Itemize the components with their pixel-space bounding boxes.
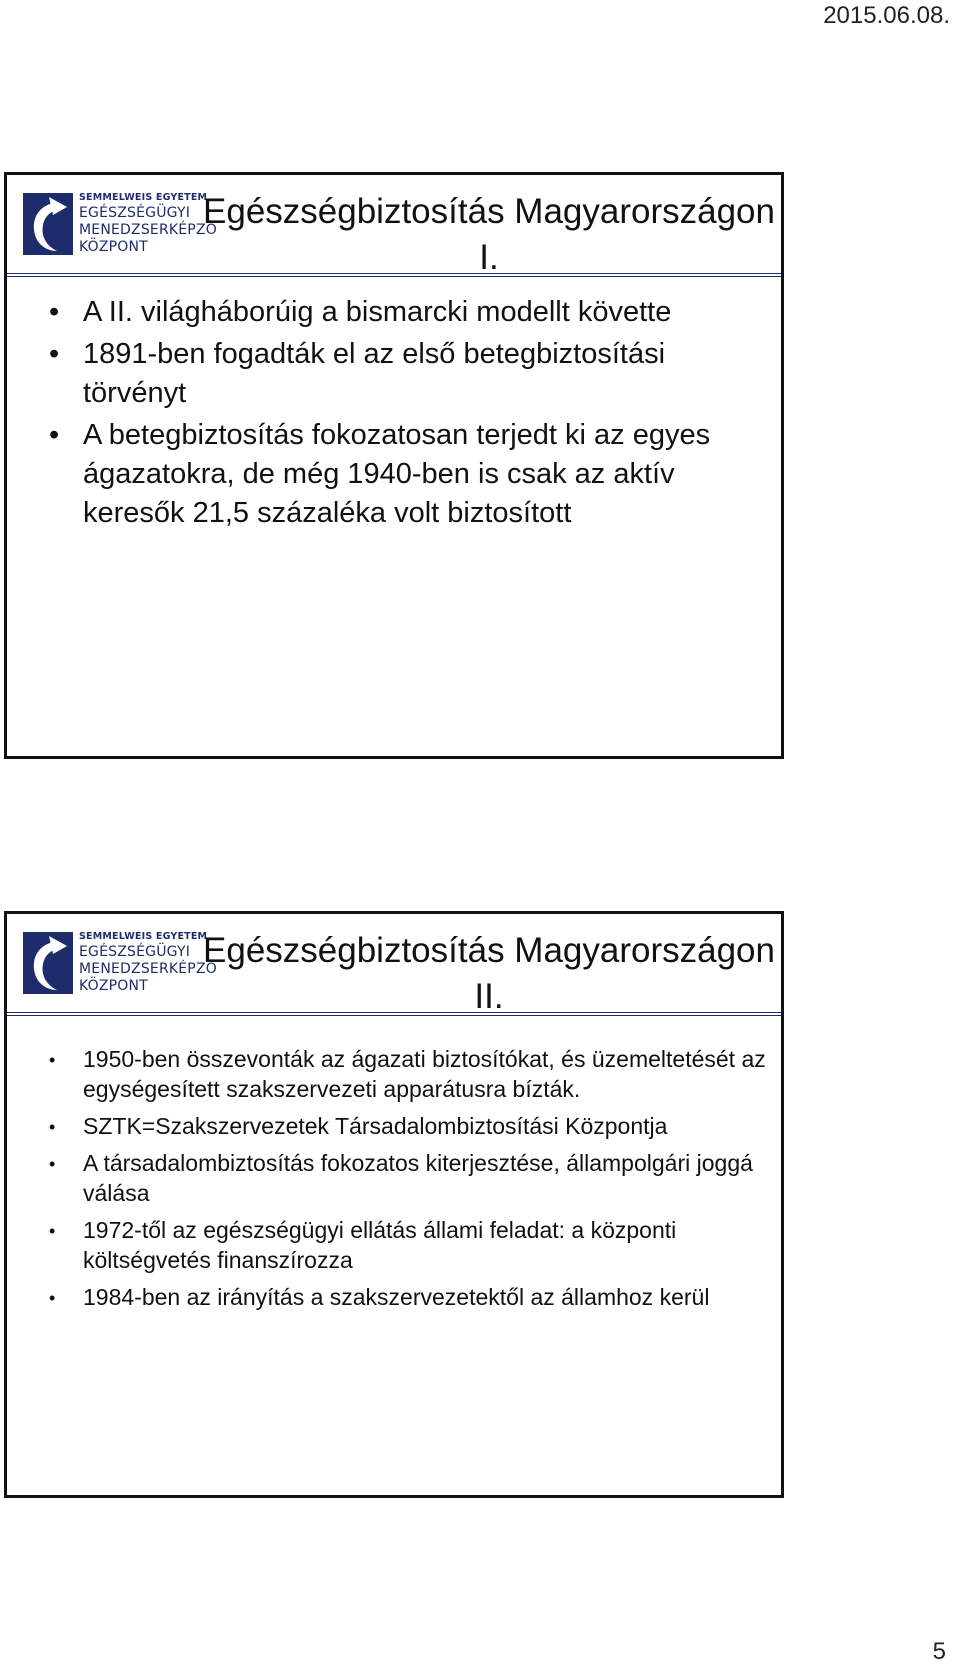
semmelweis-logo <box>23 930 217 998</box>
slide-title: Egészségbiztosítás Magyarországon II. <box>203 931 775 1016</box>
slide-title: Egészségbiztosítás Magyarországon I. <box>203 192 775 277</box>
header-divider <box>7 273 781 277</box>
list-item: • A társadalombiztosítás fokozatos kiterjesztése, állampolgári joggá válása <box>7 1148 771 1208</box>
logo-text: SEMMELWEIS EGYETEM EGÉSZSÉGÜGYI MENEDZSERKÉPZŐ KÖZPONT <box>79 192 217 255</box>
list-item: • 1972-től az egészségügyi ellátás állami feladat: a központi költségvetés finanszírozza <box>7 1215 771 1275</box>
bullet-list <box>7 1044 771 1319</box>
list-item: • 1891-ben fogadták el az első betegbiztosítási törvényt <box>7 335 771 413</box>
header-divider <box>7 1012 781 1016</box>
slide-header <box>7 175 781 275</box>
page-date: 2015.06.08. <box>823 2 950 29</box>
slide-1 <box>4 172 784 759</box>
list-item: • 1950-ben összevonták az ágazati biztosítókat, és üzemeltetését az egységesített szakszervezeti apparátusra bízták. <box>7 1044 771 1104</box>
slide-2 <box>4 911 784 1498</box>
list-item: • A betegbiztosítás fokozatosan terjedt ki az egyes ágazatokra, de még 1940-ben is csak az aktív keresők 21,5 százaléka volt biztosított <box>7 416 771 533</box>
logo-emblem-icon <box>23 932 73 994</box>
semmelweis-logo <box>23 191 217 259</box>
slide-header <box>7 914 781 1014</box>
logo-text: SEMMELWEIS EGYETEM EGÉSZSÉGÜGYI MENEDZSERKÉPZŐ KÖZPONT <box>79 931 217 994</box>
page-number: 5 <box>932 1638 946 1665</box>
list-item: • A II. világháborúig a bismarcki modellt követte <box>7 293 771 332</box>
bullet-list <box>7 293 771 536</box>
logo-emblem-icon <box>23 193 73 255</box>
list-item: • 1984-ben az irányítás a szakszervezetektől az államhoz kerül <box>7 1282 771 1312</box>
list-item: • SZTK=Szakszervezetek Társadalombiztosítási Központja <box>7 1111 771 1141</box>
